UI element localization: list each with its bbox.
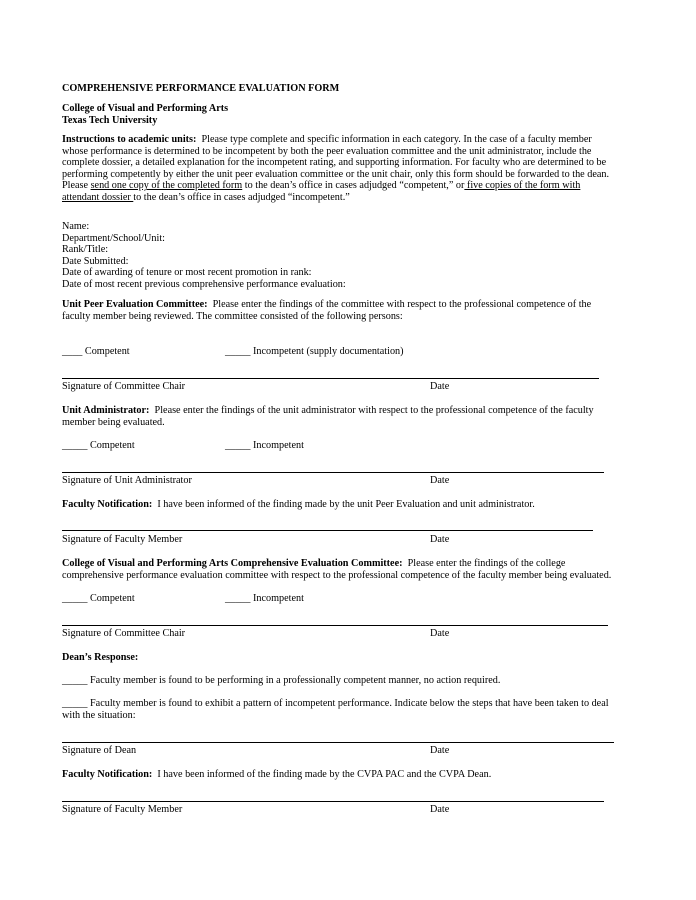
unit-admin-text: Please enter the findings of the unit administrator with respect to the professional competence of the faculty member being evaluated. <box>62 405 594 428</box>
peer-committee-section <box>62 299 618 322</box>
dean-date-label: Date <box>430 745 450 756</box>
peer-signature-label: Signature of Committee Chair <box>62 381 186 392</box>
faculty-notification-2-label: Faculty Notification: <box>62 769 153 780</box>
college-committee-text: Please enter the findings of the college comprehensive performance evaluation committee with respect to the professional competence of the faculty member being evaluated. <box>62 558 612 581</box>
faculty-notification-1-text: I have been informed of the finding made by the unit Peer Evaluation and unit administrator. <box>157 499 535 510</box>
field-tenure-date: Date of awarding of tenure or most recent promotion in rank: <box>62 267 312 278</box>
field-name: Name: <box>62 221 90 232</box>
faculty-notification-2-section <box>62 769 618 781</box>
peer-incompetent-option[interactable]: _____ Incompetent (supply documentation) <box>225 346 404 357</box>
dean-option-competent[interactable]: _____ Faculty member is found to be performing in a professionally competent manner, no action required. <box>62 675 501 686</box>
faculty-notification-1-section <box>62 499 618 511</box>
admin-competent-option[interactable]: _____ Competent <box>62 440 135 451</box>
college-committee-section <box>62 558 618 581</box>
instructions-paragraph <box>62 134 618 204</box>
instructions-text-3: to the dean’s office in cases adjudged “incompetent.” <box>133 191 350 203</box>
faculty-1-date-label: Date <box>430 534 450 545</box>
dean-option-incompetent[interactable]: _____ Faculty member is found to exhibit a pattern of incompetent performance. Indicate below the steps that have been taken to deal with the situation: <box>62 698 609 721</box>
university-name: Texas Tech University <box>62 115 158 126</box>
college-committee-label: College of Visual and Performing Arts Comprehensive Evaluation Committee: <box>62 558 403 569</box>
faculty-2-date-label: Date <box>430 804 450 815</box>
faculty-1-signature-label: Signature of Faculty Member <box>62 534 183 545</box>
college-competent-option[interactable]: _____ Competent <box>62 593 135 604</box>
faculty-2-signature-line[interactable] <box>62 801 604 802</box>
college-name: College of Visual and Performing Arts <box>62 103 229 114</box>
field-rank: Rank/Title: <box>62 244 109 255</box>
admin-signature-line[interactable] <box>62 472 604 473</box>
instructions-label: Instructions to academic units: <box>62 134 197 145</box>
instructions-link-2: five copies of the form with attendant dossier <box>62 180 581 203</box>
peer-date-label: Date <box>430 381 450 392</box>
college-signature-line[interactable] <box>62 625 608 626</box>
faculty-1-signature-line[interactable] <box>62 530 593 531</box>
college-incompetent-option[interactable]: _____ Incompetent <box>225 593 304 604</box>
instructions-text-1: Please type complete and specific information in each category. In the case of a faculty member whose performance is determined to be incompetent by both the peer evaluation committee and the unit administrator, include the complete dossier, a detailed explanation for the incompetent rating, and supporting information. For faculty who are determined to be performing competently by either the unit peer evaluation committee or the unit chair, only this form should be forwarded to the dean. Please <box>62 134 610 192</box>
field-department: Department/School/Unit: <box>62 233 165 244</box>
form-title: COMPREHENSIVE PERFORMANCE EVALUATION FORM <box>62 83 340 94</box>
dean-signature-line[interactable] <box>62 742 614 743</box>
peer-signature-line[interactable] <box>62 378 599 379</box>
dean-signature-label: Signature of Dean <box>62 745 137 756</box>
instructions-text-2: to the dean’s office in cases adjudged “competent,” or <box>242 180 465 192</box>
admin-date-label: Date <box>430 475 450 486</box>
instructions-link-1: send one copy of the completed form <box>90 180 243 192</box>
faculty-notification-2-text: I have been informed of the finding made by the CVPA PAC and the CVPA Dean. <box>157 769 492 780</box>
college-signature-label: Signature of Committee Chair <box>62 628 186 639</box>
admin-signature-label: Signature of Unit Administrator <box>62 475 192 486</box>
faculty-notification-1-label: Faculty Notification: <box>62 499 153 510</box>
field-prev-eval-date: Date of most recent previous comprehensive performance evaluation: <box>62 279 346 290</box>
peer-competent-option[interactable]: ____ Competent <box>62 346 130 357</box>
faculty-2-signature-label: Signature of Faculty Member <box>62 804 183 815</box>
admin-incompetent-option[interactable]: _____ Incompetent <box>225 440 304 451</box>
field-date-submitted: Date Submitted: <box>62 256 129 267</box>
dean-response-label: Dean’s Response: <box>62 652 139 663</box>
unit-admin-section <box>62 405 618 428</box>
peer-committee-label: Unit Peer Evaluation Committee: <box>62 299 208 310</box>
peer-committee-text: Please enter the findings of the committee with respect to the professional competence of the faculty member being reviewed. The committee consisted of the following persons: <box>62 299 592 322</box>
unit-admin-label: Unit Administrator: <box>62 405 150 416</box>
college-date-label: Date <box>430 628 450 639</box>
